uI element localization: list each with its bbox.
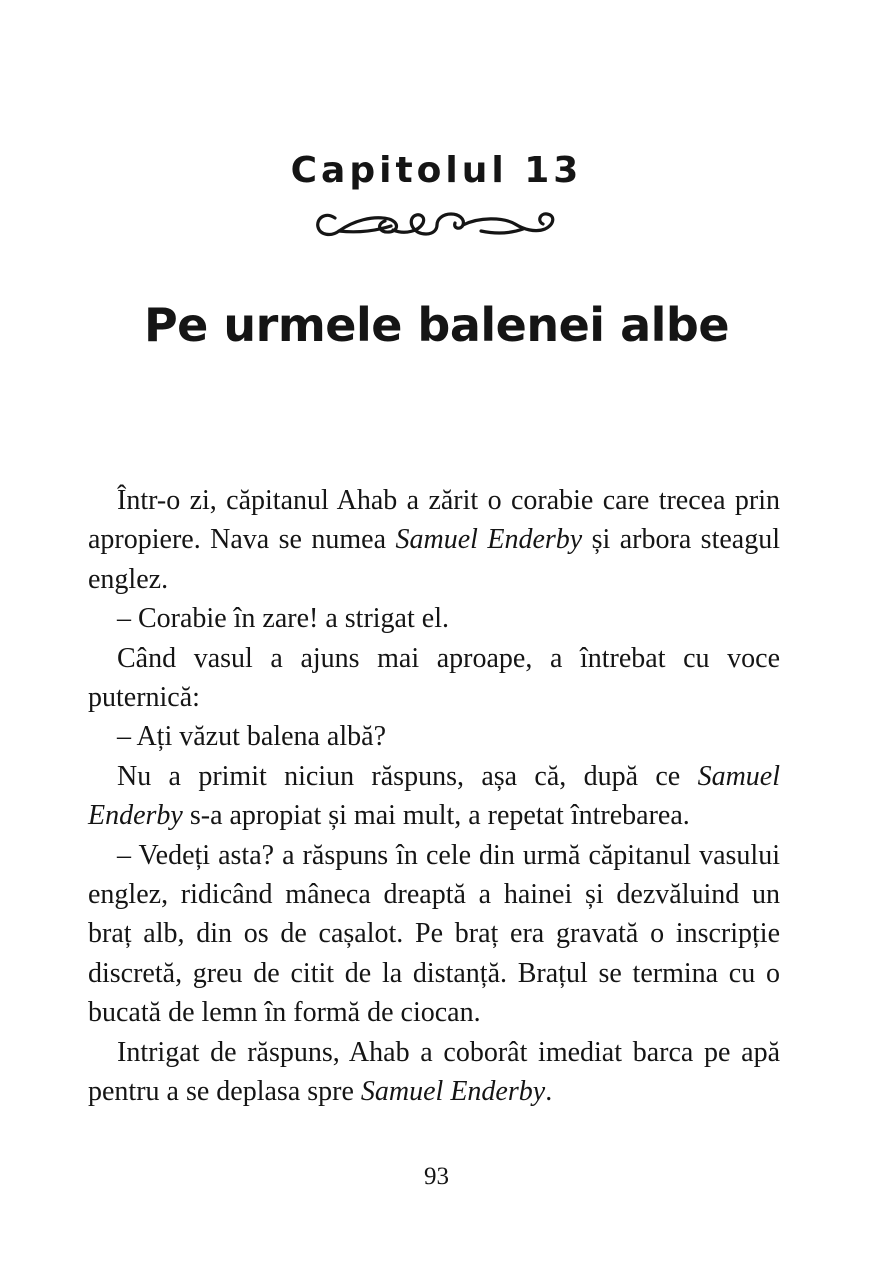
paragraph: Într-o zi, căpitanul Ahab a zărit o corabie care trecea prin apropiere. Nava se numea Samuel Enderby și arbora steagul englez. <box>88 485 780 595</box>
chapter-title: Pe urmele balenei albe <box>143 298 730 352</box>
paragraph: Intrigat de răspuns, Ahab a coborât imediat barca pe apă pentru a se deplasa spre Samuel Enderby. <box>88 1036 780 1108</box>
page-number: 93 <box>424 1163 449 1190</box>
ship-name: Samuel Enderby <box>88 760 780 832</box>
ship-name: Samuel Enderby <box>395 524 583 556</box>
paragraph: – Corabie în zare! a strigat el. <box>117 603 449 635</box>
flourish-divider-icon <box>313 207 561 243</box>
paragraph: Nu a primit niciun răspuns, așa că, după ce Samuel Enderby s-a apropiat și mai mult, a repetat întrebarea. <box>88 760 780 832</box>
paragraph: – Ați văzut balena albă? <box>117 721 386 753</box>
paragraph: Când vasul a ajuns mai aproape, a întrebat cu voce puternică: <box>88 642 780 714</box>
chapter-label: Capitolul 13 <box>290 150 583 191</box>
paragraph: – Vedeți asta? a răspuns în cele din urmă căpitanul vasului englez, ridicând mâneca dreaptă a hainei și dezvăluind un braț alb, din os de cașalot. Pe braț era gravată o inscripție discretă, greu de citit de la distanță. Brațul se termina cu o bucată de lemn în formă de ciocan. <box>88 839 780 1029</box>
body-text <box>88 481 780 1112</box>
ship-name: Samuel Enderby <box>360 1076 546 1108</box>
